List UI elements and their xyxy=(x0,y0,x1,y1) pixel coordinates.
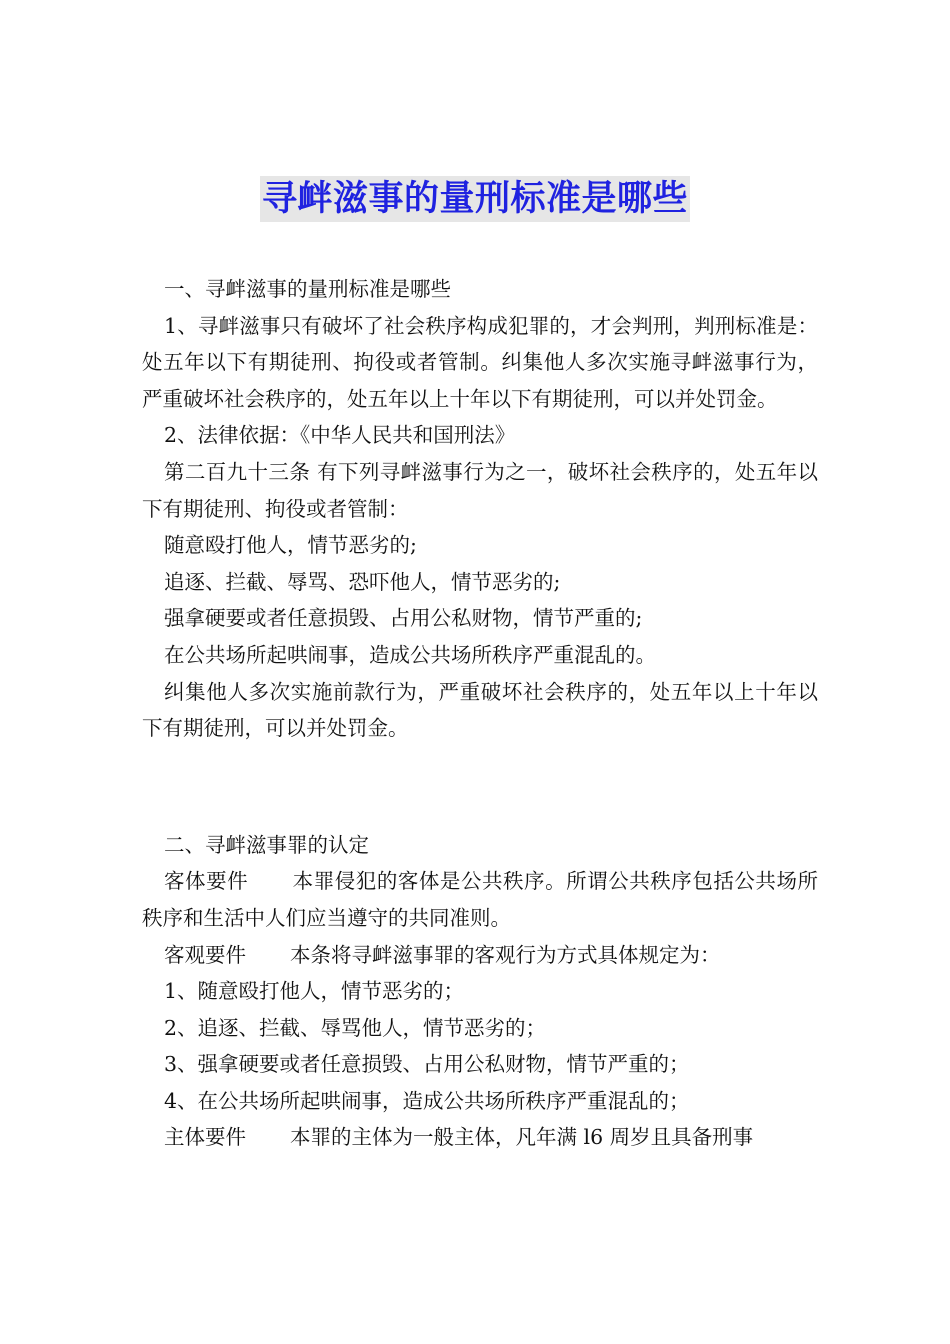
section2-item-4: 4、在公共场所起哄闹事，造成公共场所秩序严重混乱的； xyxy=(164,1088,690,1113)
document-body xyxy=(142,271,818,1156)
objective-text: 本条将寻衅滋事罪的客观行为方式具体规定为： xyxy=(290,942,721,967)
section1-item-4: 在公共场所起哄闹事，造成公共场所秩序严重混乱的。 xyxy=(164,642,656,667)
section2-objective-paragraph xyxy=(142,937,818,974)
section1-paragraph-3: 第二百九十三条 有下列寻衅滋事行为之一，破坏社会秩序的，处五年以下有期徒刑、拘役或者管制： xyxy=(142,459,818,521)
section1-item-3: 强拿硬要或者任意损毁、占用公私财物，情节严重的; xyxy=(164,606,643,631)
section2-item-3: 3、强拿硬要或者任意损毁、占用公私财物，情节严重的； xyxy=(164,1052,690,1077)
section2-item-2: 2、追逐、拦截、辱骂他人，情节恶劣的； xyxy=(164,1015,547,1040)
document-title: 寻衅滋事的量刑标准是哪些 xyxy=(260,176,690,222)
section1-item-2: 追逐、拦截、辱骂、恐吓他人，情节恶劣的; xyxy=(164,569,561,594)
section1-paragraph-2: 2、法律依据：《中华人民共和国刑法》 xyxy=(164,423,516,448)
object-text: 本罪侵犯的客体是公共秩序。所谓公共秩序包括公共场所秩序和生活中人们应当遵守的共同准则。 xyxy=(142,869,819,930)
objective-term: 客观要件 xyxy=(164,942,246,967)
section2-item-1: 1、随意殴打他人，情节恶劣的； xyxy=(164,979,465,1004)
subject-term: 主体要件 xyxy=(164,1125,246,1150)
section1-heading: 一、寻衅滋事的量刑标准是哪些 xyxy=(164,277,451,301)
section2-object-paragraph xyxy=(142,863,818,936)
section2-subject-paragraph xyxy=(142,1119,818,1156)
section1-paragraph-4: 纠集他人多次实施前款行为，严重破坏社会秩序的，处五年以上十年以下有期徒刑，可以并处罚金。 xyxy=(142,679,818,741)
section1-item-1: 随意殴打他人，情节恶劣的; xyxy=(164,533,417,558)
section1-paragraph-1: 1、寻衅滋事只有破坏了社会秩序构成犯罪的，才会判刑，判刑标准是：处五年以下有期徒刑、拘役或者管制。纠集他人多次实施寻衅滋事行为，严重破坏社会秩序的，处五年以上十年以下有期徒刑，可以并处罚金。 xyxy=(142,313,818,411)
object-term: 客体要件 xyxy=(164,869,249,894)
section-spacer xyxy=(142,747,818,827)
section2-heading: 二、寻衅滋事罪的认定 xyxy=(164,832,369,857)
subject-text: 本罪的主体为一般主体，凡年满 l6 周岁且具备刑事 xyxy=(290,1125,754,1150)
title-container xyxy=(0,176,950,222)
